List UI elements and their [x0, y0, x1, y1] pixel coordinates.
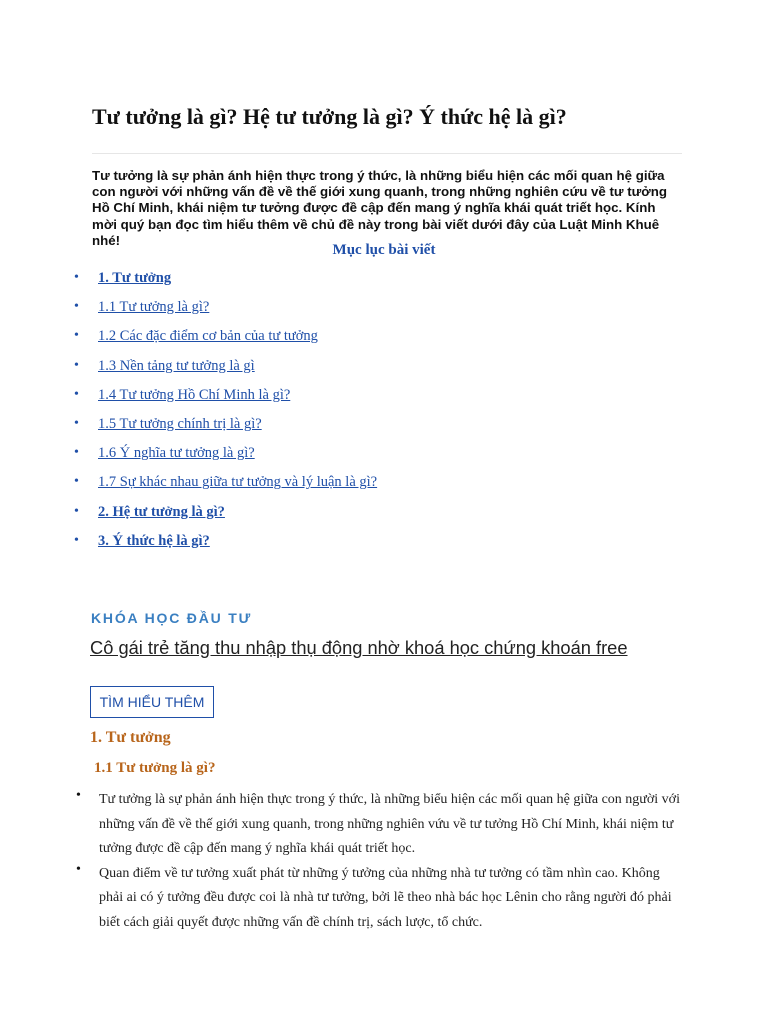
toc-title: Mục lục bài viết: [332, 242, 436, 258]
toc-link-3[interactable]: 3. Ý thức hệ là gì?: [98, 532, 210, 549]
bullet-icon: •: [76, 788, 81, 803]
toc-item: [74, 474, 377, 503]
toc-item: [74, 299, 377, 328]
toc-link-1-6[interactable]: 1.6 Ý nghĩa tư tưởng là gì?: [98, 445, 255, 462]
bullet-icon: •: [76, 861, 81, 877]
toc-item: [74, 358, 377, 387]
bullet-icon: •: [74, 503, 79, 519]
toc-link-1-5[interactable]: 1.5 Tư tưởng chính trị là gì?: [98, 415, 262, 432]
content-list: [0, 788, 768, 935]
toc-item: [74, 416, 377, 445]
toc-link-1-2[interactable]: 1.2 Các đặc điểm cơ bản của tư tưởng: [98, 328, 318, 345]
section-subheading: 1.1 Tư tưởng là gì?: [94, 760, 216, 776]
toc-item: [74, 504, 377, 533]
bullet-icon: •: [74, 415, 79, 431]
ad-category-label: KHÓA HỌC ĐẦU TƯ: [91, 610, 252, 626]
section-heading: 1. Tư tưởng: [90, 729, 171, 746]
list-item: [0, 862, 768, 936]
bullet-icon: •: [74, 532, 79, 548]
toc-item: [74, 328, 377, 357]
bullet-icon: •: [74, 474, 79, 490]
learn-more-button[interactable]: TÌM HIỂU THÊM: [90, 686, 214, 718]
toc-item: [74, 270, 377, 299]
toc-item: [74, 445, 377, 474]
toc-link-2[interactable]: 2. Hệ tư tưởng là gì?: [98, 503, 225, 520]
paragraph: Tư tưởng là sự phản ánh hiện thực trong ý thức, là những biểu hiện các mối quan hệ giữa con người với những vấn đề về thế giới xung quanh, trong những nghiên vứu về tư tưởng Hồ Chí Minh, khái niệm tư tưởng được đề cập đến mang ý nghĩa khái quát triết học.: [99, 792, 680, 856]
bullet-icon: •: [74, 328, 79, 344]
toc-link-1-3[interactable]: 1.3 Nền tảng tư tưởng là gì: [98, 357, 255, 374]
ad-headline-link[interactable]: Cô gái trẻ tăng thu nhập thụ động nhờ khoá học chứng khoán free: [90, 637, 628, 658]
bullet-icon: •: [74, 357, 79, 373]
list-item: [0, 788, 768, 862]
bullet-icon: •: [74, 386, 79, 402]
toc-link-1-7[interactable]: 1.7 Sự khác nhau giữa tư tưởng và lý luận là gì?: [98, 474, 378, 491]
article-intro: Tư tưởng là sự phản ánh hiện thực trong ý thức, là những biểu hiện các mối quan hệ giữa con người với những vấn đề về thế giới xung quanh, trong những nghiên cứu về tư tưởng Hồ Chí Minh, khái niệm tư tưởng được đề cập đến mang ý nghĩa khái quát triết học. Kính mời quý bạn đọc tìm hiểu thêm về chủ đề này trong bài viết dưới đây của Luật Minh Khuê nhé!: [92, 168, 668, 248]
article-title: Tư tưởng là gì? Hệ tư tưởng là gì? Ý thức hệ là gì?: [92, 104, 567, 129]
toc-link-1[interactable]: 1. Tư tưởng: [98, 270, 172, 286]
title-divider: [92, 153, 682, 154]
toc-link-1-4[interactable]: 1.4 Tư tưởng Hồ Chí Minh là gì?: [98, 386, 291, 403]
toc-link-1-1[interactable]: 1.1 Tư tưởng là gì?: [98, 299, 210, 316]
paragraph: Quan điểm về tư tưởng xuất phát từ những ý tưởng của những nhà tư tưởng có tầm nhìn cao. Không phải ai có ý tưởng đều được coi là nhà tư tưởng, bởi lẽ theo nhà bác học Lênin cho rằng người đó phải biết cách giải quyết được những vấn đề chính trị, sách lược, tổ chức.: [99, 865, 672, 930]
bullet-icon: •: [74, 299, 79, 315]
toc-item: [74, 533, 377, 562]
table-of-contents: [74, 270, 377, 562]
bullet-icon: •: [74, 270, 79, 285]
bullet-icon: •: [74, 445, 79, 461]
toc-item: [74, 387, 377, 416]
